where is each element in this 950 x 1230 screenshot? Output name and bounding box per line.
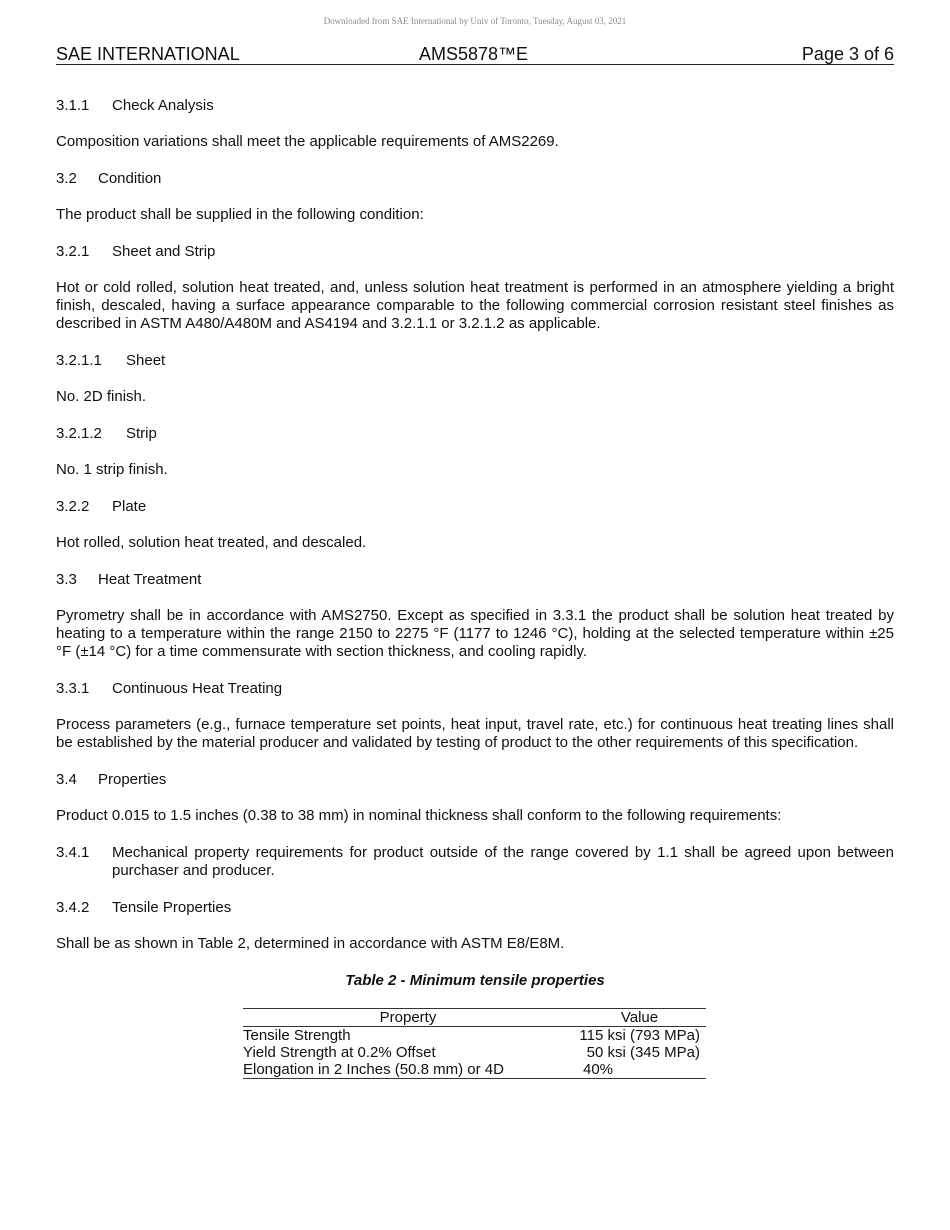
table-cell-property: Elongation in 2 Inches (50.8 mm) or 4D <box>243 1061 573 1079</box>
page-header <box>56 44 894 65</box>
section-text-3-3: Pyrometry shall be in accordance with AMS2750. Except as specified in 3.3.1 the product shall be solution heat treated by heating to a temperature within the range 2150 to 2275 °F (1177 to 1246 °C), holding at the selected temperature within ±25 °F (±14 °C) for a time commensurate with section thickness, and cooling rapidly. <box>56 607 894 660</box>
section-number: 3.2.1.1 <box>56 352 102 369</box>
section-number: 3.2 <box>56 170 77 187</box>
section-title: Sheet and Strip <box>112 243 216 260</box>
header-org: SAE INTERNATIONAL <box>56 44 240 64</box>
section-title: Properties <box>98 771 167 788</box>
section-number: 3.4.2 <box>56 899 90 916</box>
section-title: Check Analysis <box>112 97 214 114</box>
section-heading-3-4 <box>56 771 894 789</box>
table-cell-property: Yield Strength at 0.2% Offset <box>243 1044 436 1061</box>
section-number: 3.3 <box>56 571 77 588</box>
section-number: 3.2.1 <box>56 243 90 260</box>
section-number: 3.1.1 <box>56 97 90 114</box>
section-heading-3-3-1 <box>56 680 894 698</box>
tensile-table-wrapper <box>243 1008 706 1079</box>
section-title: Condition <box>98 170 162 187</box>
section-text-3-3-1: Process parameters (e.g., furnace temperature set points, heat input, travel rate, etc.) for continuous heat treating lines shall be established by the material producer and validated by testing of product to the other requirements of this specification. <box>56 716 894 751</box>
section-text-3-4: Product 0.015 to 1.5 inches (0.38 to 38 mm) in nominal thickness shall conform to the following requirements: <box>56 807 782 824</box>
table-cell-value: 50 ksi (345 MPa) <box>586 1044 700 1061</box>
section-number: 3.3.1 <box>56 680 90 697</box>
section-title: Strip <box>126 425 157 442</box>
section-heading-3-2-1 <box>56 243 894 261</box>
section-heading-3-2-1-1 <box>56 352 894 370</box>
section-heading-3-4-2 <box>56 899 894 917</box>
tensile-properties-table <box>243 1008 706 1079</box>
section-heading-3-2-1-2 <box>56 425 894 443</box>
table-row <box>243 1061 706 1079</box>
header-doc-id: AMS5878™E <box>419 44 529 64</box>
table-row <box>243 1027 706 1045</box>
section-heading-3-2 <box>56 170 894 188</box>
section-heading-3-2-2 <box>56 498 894 516</box>
section-text-3-1-1: Composition variations shall meet the applicable requirements of AMS2269. <box>56 133 559 150</box>
table-cell-property: Tensile Strength <box>243 1027 351 1044</box>
section-number: 3.4 <box>56 771 77 788</box>
section-text-3-4-2: Shall be as shown in Table 2, determined in accordance with ASTM E8/E8M. <box>56 935 565 952</box>
document-body <box>56 97 894 1079</box>
column-header-value: Value <box>573 1009 706 1027</box>
table-header-row <box>243 1009 706 1027</box>
section-number: 3.2.2 <box>56 498 90 515</box>
section-heading-3-3 <box>56 571 894 589</box>
section-text-3-2-1-2: No. 1 strip finish. <box>56 461 168 478</box>
table-row <box>243 1044 706 1061</box>
column-header-property: Property <box>243 1009 573 1027</box>
section-text-3-2-1: Hot or cold rolled, solution heat treated, and, unless solution heat treatment is performed in an atmosphere yielding a bright finish, descaled, having a surface appearance comparable to the following commercial corrosion resistant steel finishes as described in ASTM A480/A480M and AS4194 and 3.2.1.1 or 3.2.1.2 as applicable. <box>56 279 894 332</box>
section-number: 3.4.1 <box>56 844 90 861</box>
section-title: Tensile Properties <box>112 899 232 916</box>
section-number: 3.2.1.2 <box>56 425 102 442</box>
section-heading-3-1-1 <box>56 97 894 115</box>
section-title: Continuous Heat Treating <box>112 680 283 697</box>
table-cell-value: 115 ksi (793 MPa) <box>579 1027 700 1044</box>
section-title: Heat Treatment <box>98 571 202 588</box>
section-title: Plate <box>112 498 147 515</box>
section-text-3-4-1: Mechanical property requirements for product outside of the range covered by 1.1 shall be agreed upon between purchaser and producer. <box>112 844 894 879</box>
section-title: Sheet <box>126 352 166 369</box>
table-cell-value: 40% <box>573 1061 706 1079</box>
section-text-3-2-2: Hot rolled, solution heat treated, and descaled. <box>56 534 367 551</box>
download-note: Downloaded from SAE International by Univ of Toronto, Tuesday, August 03, 2021 <box>323 16 627 26</box>
header-page-number: Page 3 of 6 <box>801 44 894 64</box>
section-text-3-2: The product shall be supplied in the following condition: <box>56 206 424 223</box>
table-caption: Table 2 - Minimum tensile properties <box>345 972 605 989</box>
section-item-3-4-1 <box>56 844 894 880</box>
section-text-3-2-1-1: No. 2D finish. <box>56 388 147 405</box>
